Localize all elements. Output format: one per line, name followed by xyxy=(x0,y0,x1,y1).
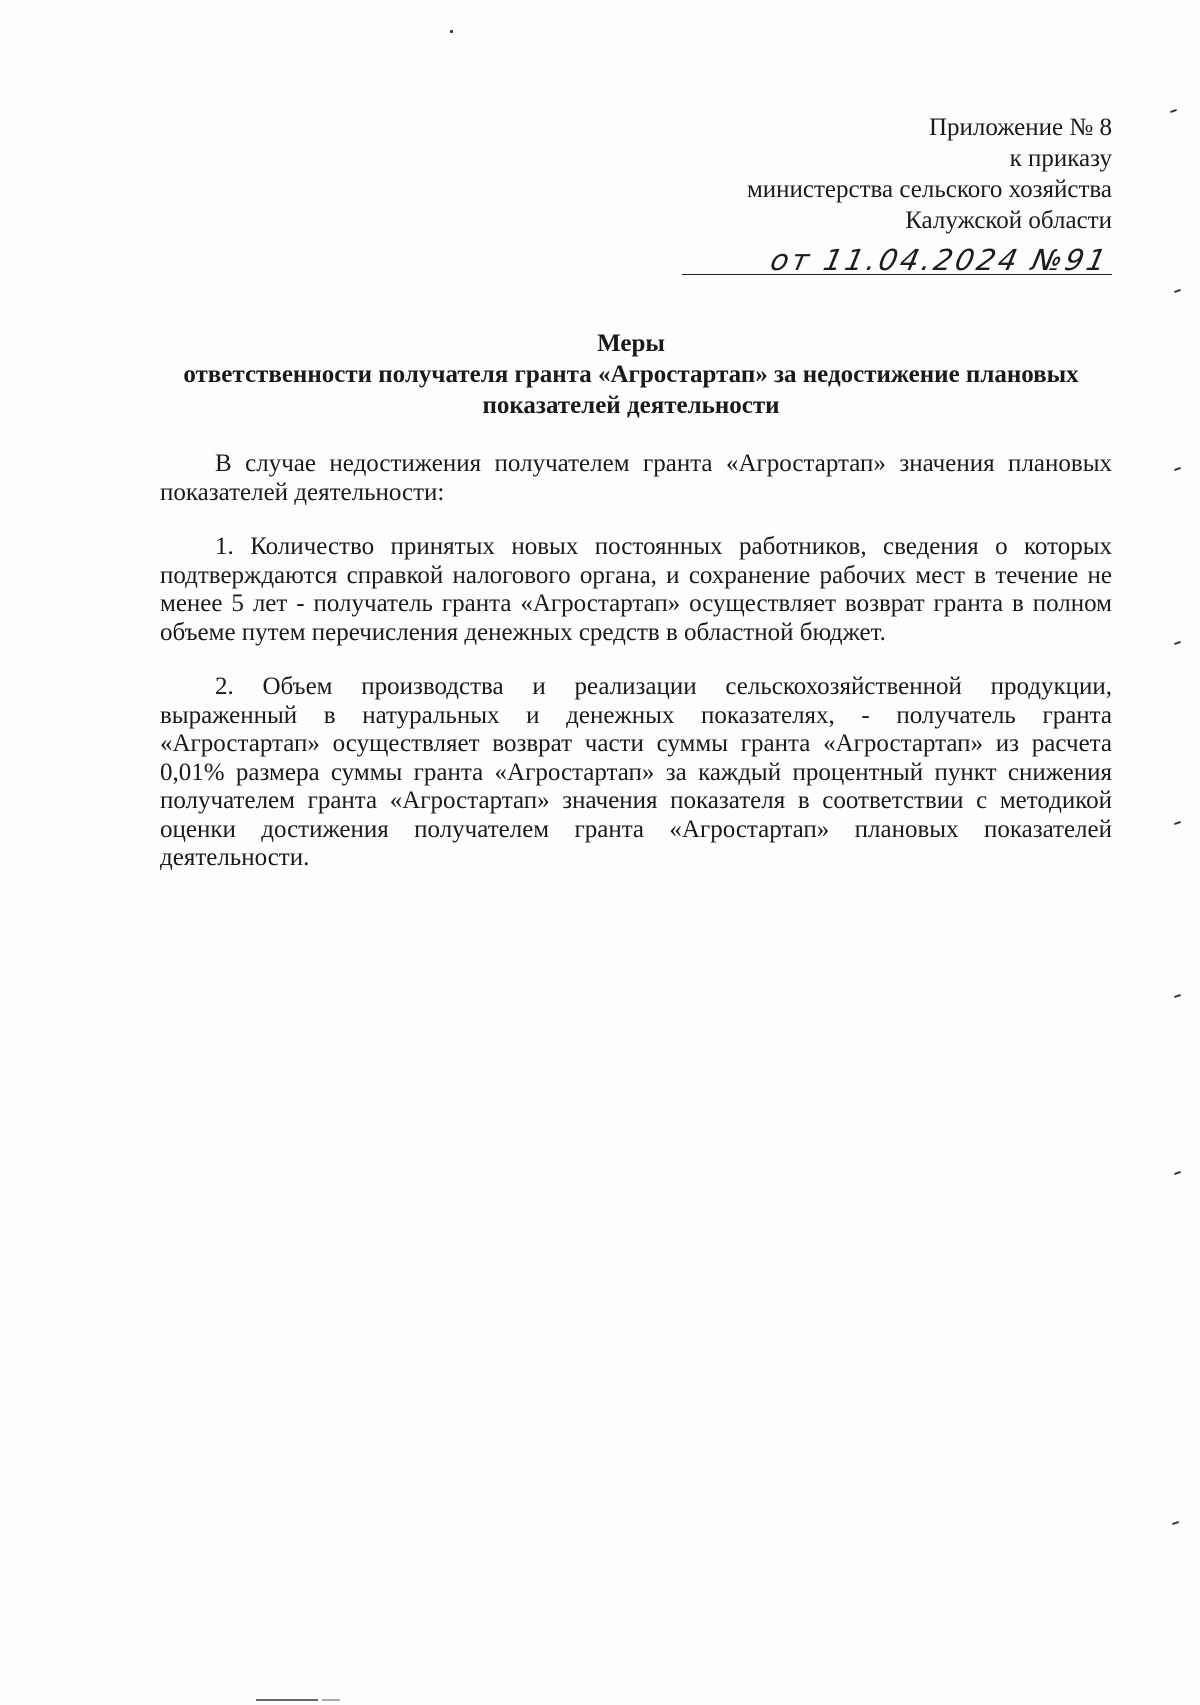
scan-speck xyxy=(1174,641,1181,645)
item-1-paragraph: 1. Количество принятых новых постоянных работников, сведения о которых подтверждаются справкой налогового органа, и сохранение рабочих мест в течение не менее 5 лет - получатель гранта «Агростартап» осуществляет возврат гранта в полном объеме путем перечисления денежных средств в областной бюджет. xyxy=(160,533,1112,646)
scan-footer-mark xyxy=(322,1699,340,1701)
scan-speck xyxy=(1172,1521,1179,1525)
scan-speck xyxy=(1174,1171,1181,1175)
scan-speck xyxy=(1174,821,1181,825)
document-title xyxy=(150,328,1112,421)
document-body xyxy=(160,450,1112,899)
scan-speck xyxy=(1174,289,1181,293)
appendix-region: Калужской области xyxy=(905,207,1112,234)
intro-paragraph: В случае недостижения получателем гранта «Агростартап» значения плановых показателей деятельности: xyxy=(160,450,1112,506)
item-2-paragraph: 2. Объем производства и реализации сельскохозяйственной продукции, выраженный в натуральных и денежных показателях, - получатель гранта «Агростартап» осуществляет возврат части суммы гранта «Агростартап» из расчета 0,01% размера суммы гранта «Агростартап» за каждый процентный пункт снижения получателем гранта «Агростартап» значения показателя в соответствии с методикой оценки достижения получателем гранта «Агростартап» плановых показателей деятельности. xyxy=(160,673,1112,871)
scan-speck xyxy=(1170,109,1177,113)
title-line-1: Меры xyxy=(597,330,665,357)
appendix-number: Приложение № 8 xyxy=(928,114,1112,141)
handwritten-order-date: от 11.04.2024 №91 xyxy=(767,243,1112,277)
appendix-header xyxy=(592,112,1112,275)
order-date-line xyxy=(682,238,1112,275)
appendix-to-order: к приказу xyxy=(1009,145,1112,172)
scan-footer-mark xyxy=(256,1699,318,1701)
scan-speck xyxy=(1174,994,1181,998)
scan-speck xyxy=(450,30,453,33)
appendix-ministry: министерства сельского хозяйства xyxy=(746,176,1112,203)
title-line-3: показателей деятельности xyxy=(482,392,780,419)
title-line-2: ответственности получателя гранта «Агростартап» за недостижение плановых xyxy=(183,361,1079,388)
scan-speck xyxy=(1174,467,1181,471)
